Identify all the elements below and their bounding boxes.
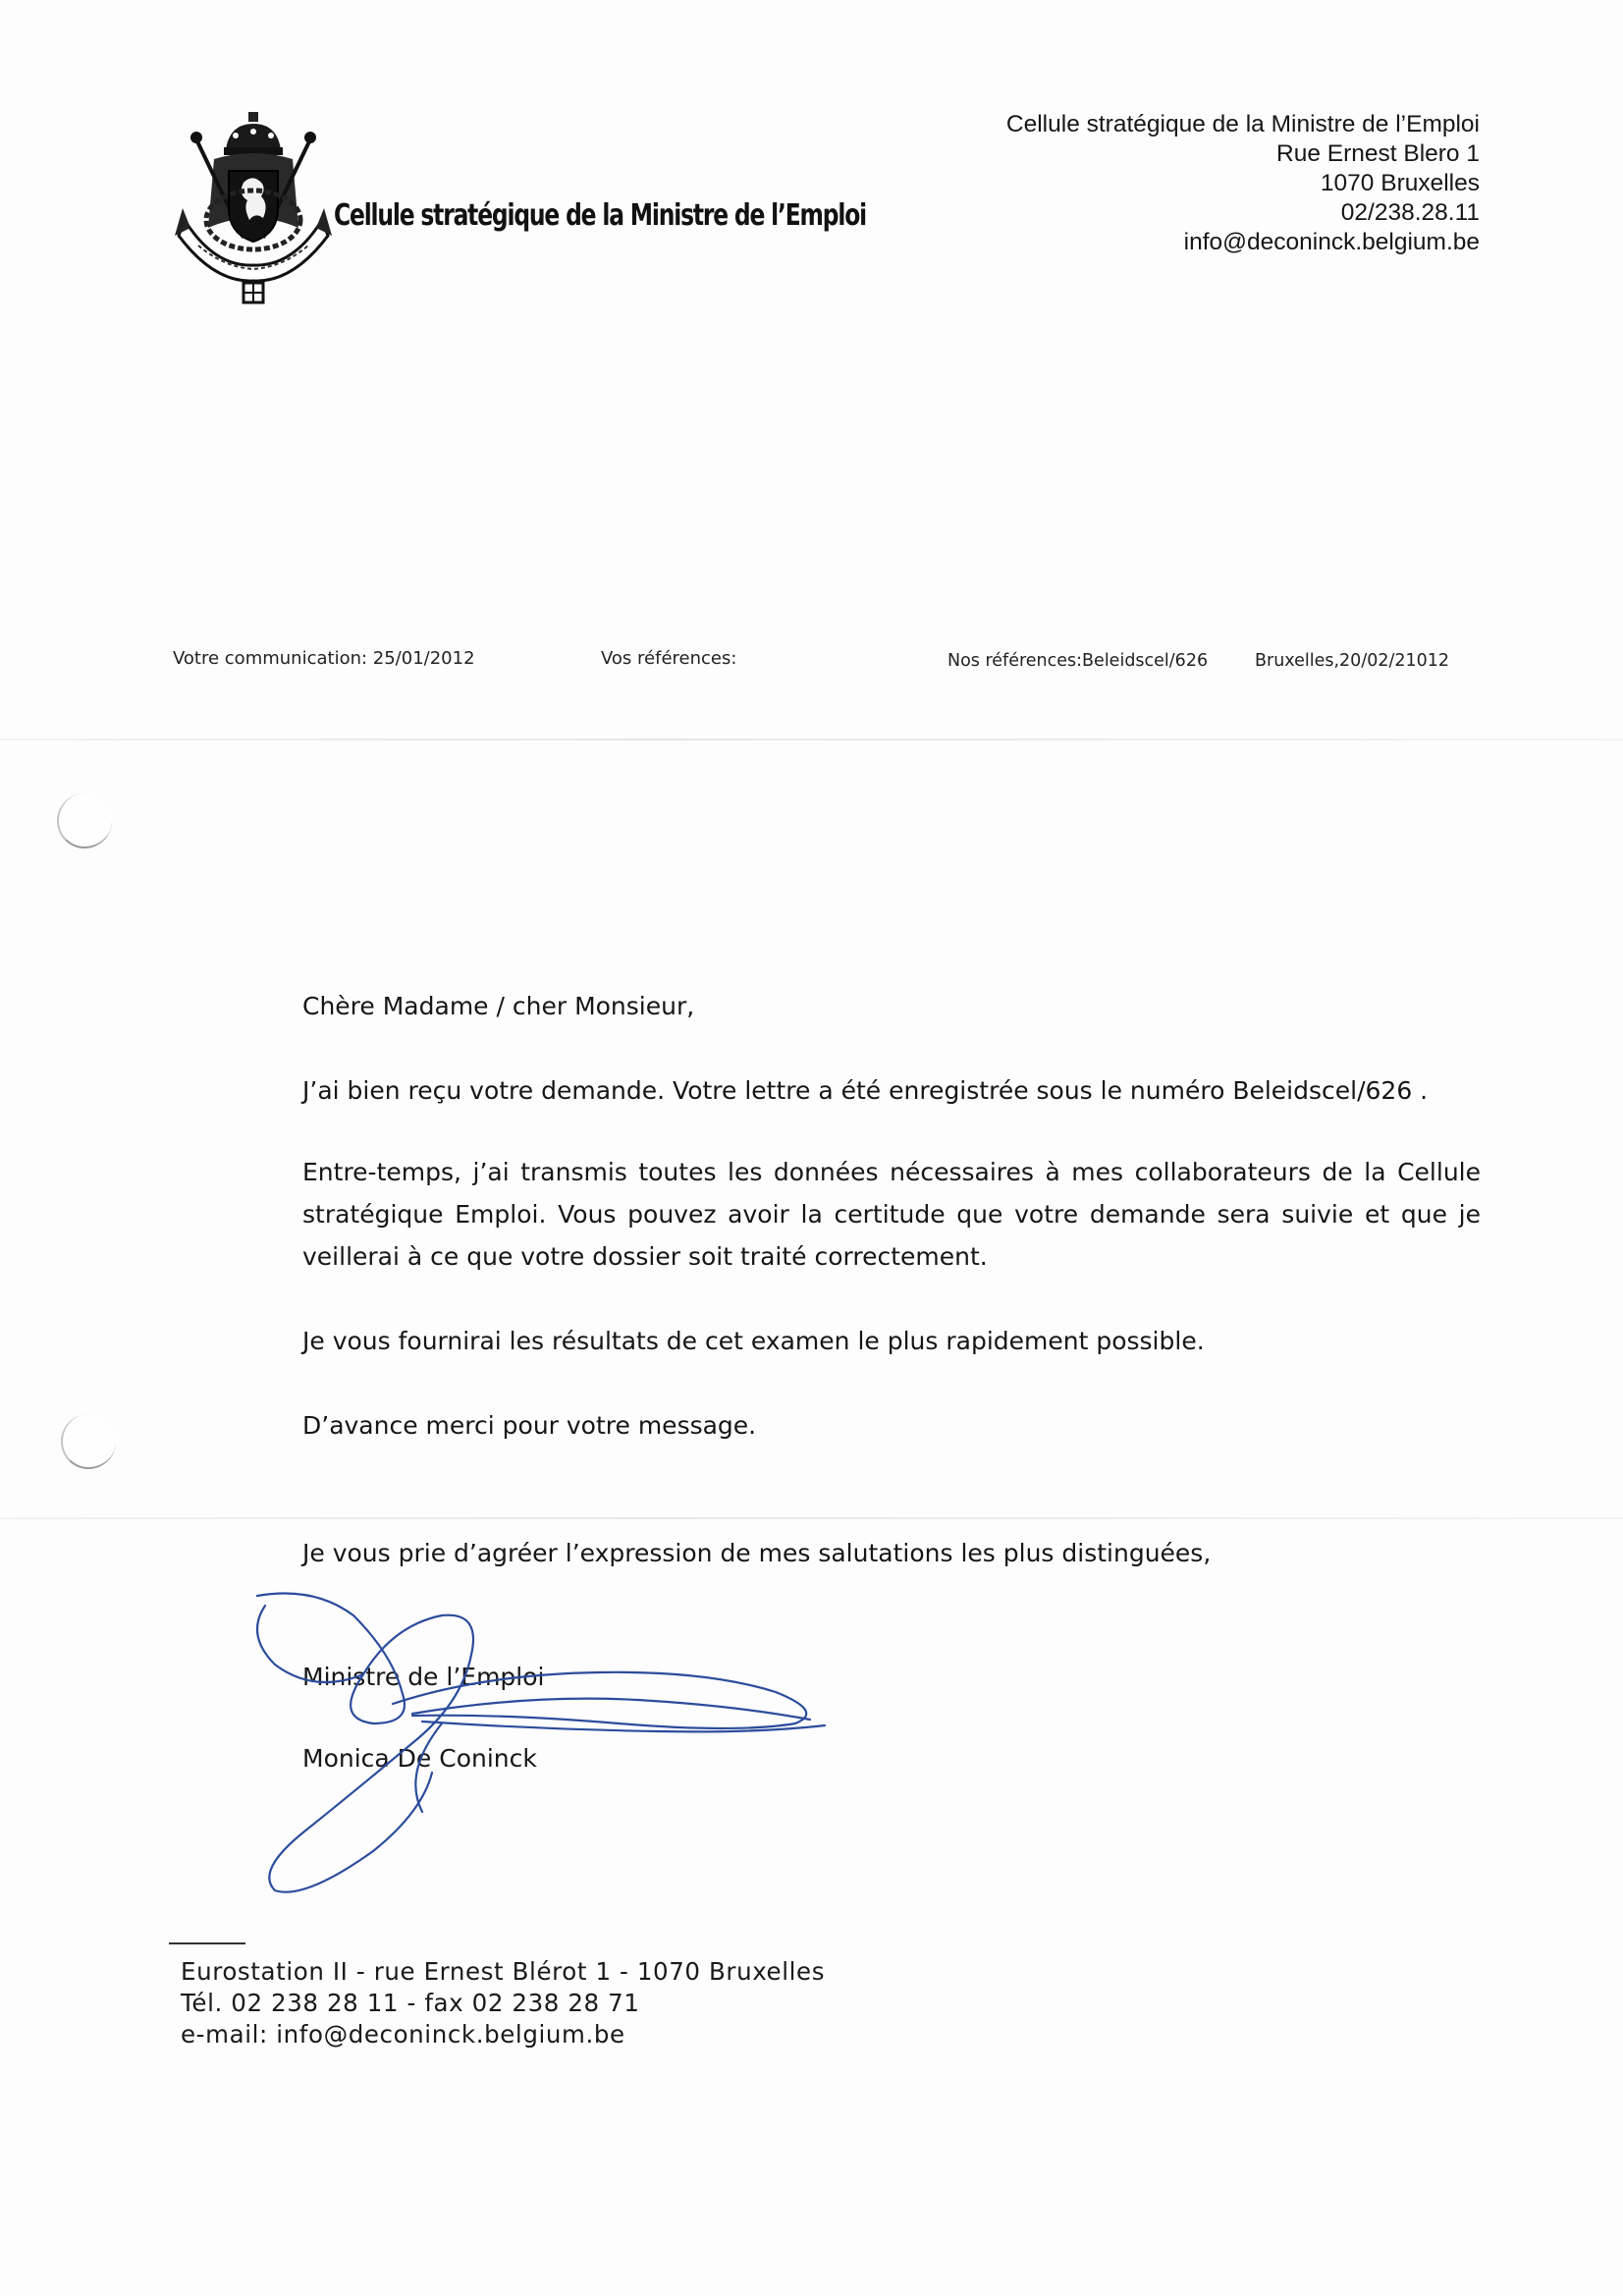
our-references: Nos références:Beleidscel/626 <box>947 651 1209 671</box>
footer-rule <box>169 1942 245 1944</box>
punch-hole-bottom <box>61 1414 116 1469</box>
sender-phone: 02/238.28.11 <box>1340 199 1480 226</box>
paragraph-acknowledgement: J’ai bien reçu votre demande. Votre lettre a été enregistrée sous le numéro Beleidscel/626 . <box>302 1076 1429 1105</box>
your-references: Vos références: <box>601 648 737 669</box>
footer-phone-fax: Tél. 02 238 28 11 - fax 02 238 28 71 <box>181 1989 640 2017</box>
signatory-name: Monica De Coninck <box>302 1744 537 1773</box>
footer-address: Eurostation II - rue Ernest Blérot 1 - 1070 Bruxelles <box>181 1957 826 1986</box>
paragraph-thanks: D’avance merci pour votre message. <box>302 1411 757 1440</box>
place-date: Bruxelles,20/02/21012 <box>1255 651 1450 671</box>
salutation: Chère Madame / cher Monsieur, <box>302 992 695 1020</box>
sender-organisation: Cellule stratégique de la Ministre de l’Emploi <box>1005 111 1480 137</box>
sender-city: 1070 Bruxelles <box>1320 170 1480 196</box>
closing-formula: Je vous prie d’agréer l’expression de mes salutations les plus distinguées, <box>302 1539 1212 1567</box>
fold-line-bottom <box>0 1517 1623 1519</box>
sender-street: Rue Ernest Blero 1 <box>1276 140 1480 167</box>
signatory-title: Ministre de l’Emploi <box>302 1663 545 1691</box>
sender-email: info@deconinck.belgium.be <box>1183 229 1480 255</box>
fold-line-top <box>0 738 1623 740</box>
handwritten-signature-icon <box>245 1576 864 1900</box>
punch-hole-top <box>57 793 112 848</box>
sender-address-block <box>1006 110 1480 257</box>
letterhead-title: Cellule stratégique de la Ministre de l’Emploi <box>334 198 866 233</box>
footer-address-block <box>181 1956 825 2050</box>
footer-email: e-mail: info@deconinck.belgium.be <box>181 2020 625 2049</box>
your-communication: Votre communication: 25/01/2012 <box>173 648 475 669</box>
paragraph-transmission: Entre-temps, j’ai transmis toutes les données nécessaires à mes collaborateurs de la Cellule stratégique Emploi. Vous pouvez avoir la certitude que votre demande sera suivie et que je veillerai à ce que votre dossier soit traité correctement. <box>302 1158 1481 1271</box>
paragraph-results: Je vous fournirai les résultats de cet examen le plus rapidement possible. <box>302 1327 1205 1355</box>
belgian-coat-of-arms-icon <box>175 110 332 306</box>
